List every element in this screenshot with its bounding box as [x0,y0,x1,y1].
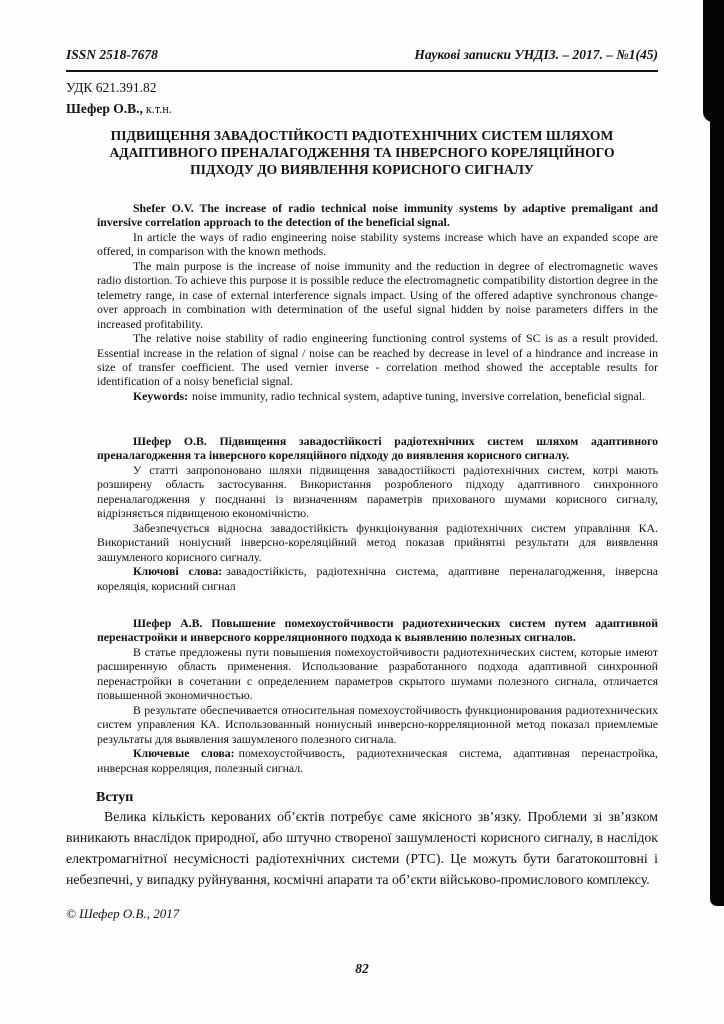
abstract-english-paragraph: The main purpose is the increase of noise immunity and the reduction in degree of electromagnetic waves radio distortion. To achieve this purpose it is possible reduce the electromagnetic compatibility distortion degree in the telemetry range, in case of external interference signals impact. Using of the offered adaptive synchronous change-over approach in combination with determination of the useful signal hidden by noise parameters differs in the increased profitability. [97,258,658,331]
keywords-label: Keywords: [133,388,189,403]
abstract-russian-heading: Шефер А.В. Повышение помехоустойчивости радиотехнических систем путем адаптивной перенастройки и инверсного корреляционного подхода к выявлению полезных сигналов. [97,616,658,645]
section-heading-intro: Вступ [96,790,134,805]
intro-paragraph: Велика кількість керованих об’єктів потребує саме якісного зв’язку. Проблеми зі зв’язком виникають внаслідок природної, або штучно створеної зашумленості корисного сигналу, в наслідок електромагнітної несумісності радіотехнічних системи (РТС). Це можуть бути багатокоштовні і небезпечні, у випадку руйнування, космічні апарати та об’єкти військово-промислового комплексу. [66,809,658,887]
copyright-notice: © Шефер О.В., 2017 [66,906,180,921]
keywords-text: завадостійкість, радіотехнічна система, адаптивне переналагодження, інверсна кореляція, корисний сигнал [97,564,658,593]
abstract-ukrainian [97,434,658,593]
abstract-english-paragraph: In article the ways of radio engineering noise stability systems increase which have an expanded scope are offered, in comparison with the known methods. [97,229,658,259]
abstract-russian-paragraph: В статье предложены пути повышения помехоустойчивости радиотехнических систем, которые имеют расширенную область применения. Использование разработанного подхода адаптивной синхронной перенастройки в сочетании с определением параметров скрытого шумами полезного сигнала, отличается повышенной экономичностью. [97,644,658,703]
abstract-russian-paragraph: В результате обеспечивается относительная помехоустойчивость функционирования радиотехнических систем управления КА. Использованный нониусный инверсно-корреляционной метод показал приемлемые результаты для выявления зашумленого полезного сигнала. [97,702,658,746]
paper-title [66,127,658,179]
author-name: Шефер О.В., [66,101,143,116]
abstract-russian [97,616,658,775]
abstract-russian-keywords [97,746,658,775]
abstract-english [97,201,658,403]
abstract-english-keywords [97,389,658,403]
issn-label: ISSN 2518-7678 [66,47,158,62]
keywords-label: Ключевые слова: [133,746,235,761]
keywords-text: помехоустойчивость, радиотехническая система, адаптивная перенастройка, инверсная корреляция, полезный сигнал. [97,746,658,775]
header-divider-rule [66,70,658,72]
paper-title-line: ПІДХОДУ ДО ВИЯВЛЕННЯ КОРИСНОГО СИГНАЛУ [190,162,534,178]
abstract-ukrainian-paragraph: У статті запропоновано шляхи підвищення завадостійкості радіотехнічних систем, котрі мають розширену область застосування. Використання розробленого підходу адаптивного синхронного переналагодження у поєднанні із визначенням параметрів прихованого шумами корисного сигналу, відрізняється підвищеною економічністю. [97,462,658,521]
keywords-text: noise immunity, radio technical system, adaptive tuning, inversive correlation, beneficial signal. [192,388,646,403]
udk-code: УДК 621.391.82 [66,80,157,95]
abstract-english-heading: Shefer O.V. The increase of radio technical noise immunity systems by adaptive premaligant and inversive correlation approach to the detection of the beneficial signal. [97,201,658,230]
page-header [66,47,658,63]
scan-edge-artifact [710,0,724,906]
journal-reference: Наукові записки УНДІЗ. – 2017. – №1(45) [414,47,658,62]
abstract-ukrainian-keywords [97,564,658,593]
abstract-ukrainian-heading: Шефер О.В. Підвищення завадостійкості радіотехнічних систем шляхом адаптивного преналагодження та інверсного кореляційного підходу до виявлення корисного сигналу. [97,434,658,463]
keywords-label: Ключові слова: [133,564,223,579]
page-number: 82 [355,961,369,976]
author-line [66,101,172,117]
abstract-english-paragraph: The relative noise stability of radio engineering functioning control systems of SC is as a result provided. Essential increase in the relation of signal / noise can be reached by decrease in level of a hindrance and increase in size of transfer coefficient. The used vernier inverse - correlation method showed the acceptable results for identification of a noisy beneficial signal. [97,331,658,389]
author-degree: к.т.н. [142,102,172,116]
abstract-ukrainian-paragraph: Забезпечується відносна завадостійкість функціонування радіотехнічних систем управління КА. Використаний ноніусний інверсно-кореляційний метод показав прийнятні результати для виявлення зашумленого корисного сигналу. [97,520,658,564]
paper-title-line: ПІДВИЩЕННЯ ЗАВАДОСТІЙКОСТІ РАДІОТЕХНІЧНИХ СИСТЕМ ШЛЯХОМ [110,128,614,143]
paper-title-line: АДАПТИВНОГО ПРЕНАЛАГОДЖЕННЯ ТА ІНВЕРСНОГО КОРЕЛЯЦІЙНОГО [109,145,615,161]
